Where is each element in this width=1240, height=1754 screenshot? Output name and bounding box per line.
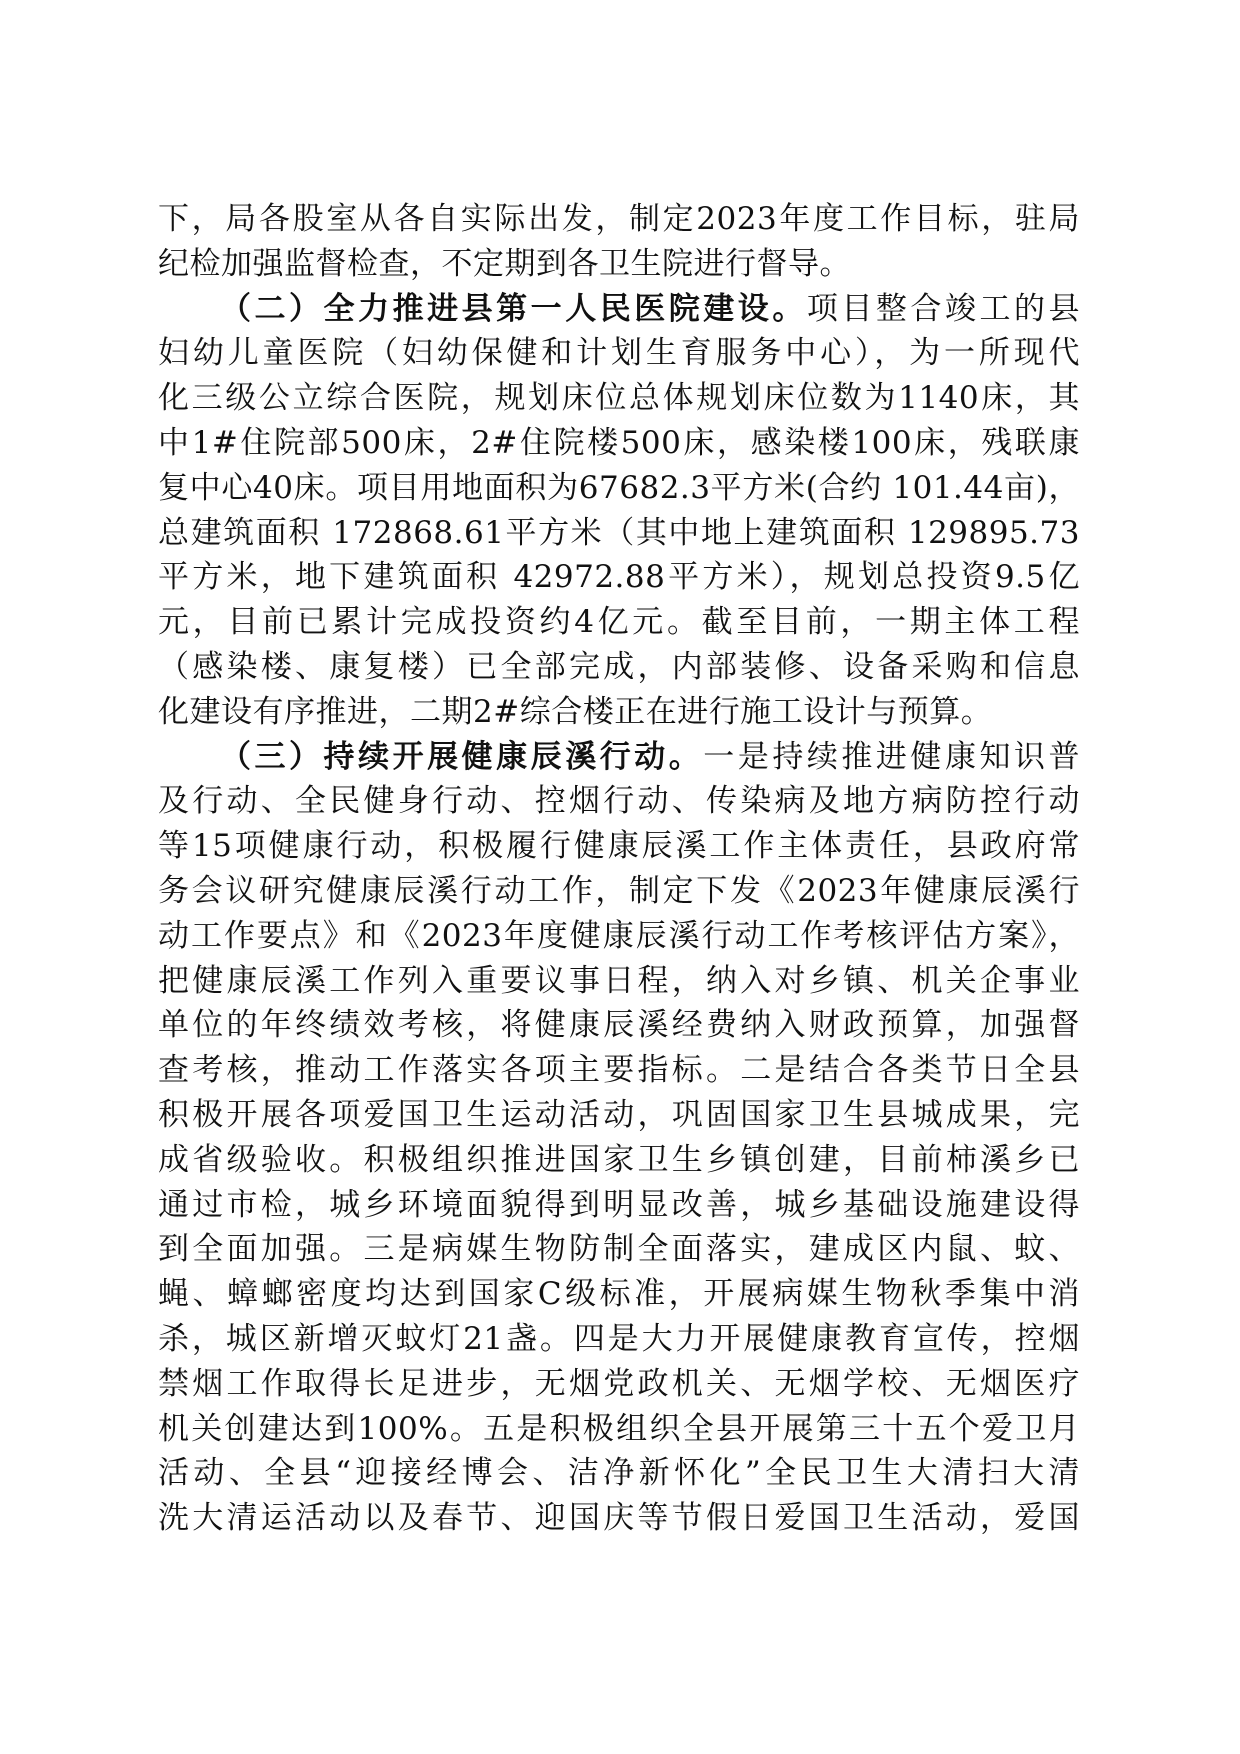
text-line: 复中心40床。项目用地面积为67682.3平方米(合约 101.44亩)， [158, 469, 1080, 506]
text-line: 洗大清运活动以及春节、迎国庆等节假日爱国卫生活动，爱国 [158, 1500, 1080, 1537]
text-line: 等15项健康行动，积极履行健康辰溪工作主体责任，县政府常 [158, 828, 1080, 865]
section-heading: （二）全力推进县第一人民医院建设。 [220, 290, 807, 327]
text-line: 纪检加强监督检查，不定期到各卫生院进行督导。 [158, 245, 851, 282]
text-line: （感染楼、康复楼）已全部完成，内部装修、设备采购和信息 [158, 648, 1080, 685]
document-body [158, 197, 1080, 1541]
text-line: 成省级验收。积极组织推进国家卫生乡镇创建，目前柿溪乡已 [158, 1141, 1080, 1178]
text-line: 活动、全县“迎接经博会、洁净新怀化”全民卫生大清扫大清 [158, 1455, 1080, 1492]
text-line: 化三级公立综合医院，规划床位总体规划床位数为1140床，其 [158, 380, 1080, 417]
text-line: 蝇、蟑螂密度均达到国家C级标准，开展病媒生物秋季集中消 [158, 1276, 1080, 1313]
text-line: 积极开展各项爱国卫生运动活动，巩固国家卫生县城成果，完 [158, 1096, 1080, 1133]
text-line: 化建设有序推进，二期2#综合楼正在进行施工设计与预算。 [158, 693, 993, 730]
text-line: 通过市检，城乡环境面貌得到明显改善，城乡基础设施建设得 [158, 1186, 1080, 1223]
text-line: 元，目前已累计完成投资约4亿元。截至目前，一期主体工程 [158, 604, 1080, 641]
paragraph-continuation [158, 197, 1080, 287]
text-line: 平方米，地下建筑面积 42972.88平方米），规划总投资9.5亿 [158, 559, 1080, 596]
text-line [158, 287, 1080, 332]
text-segment: 一是持续推进健康知识普 [703, 738, 1081, 775]
text-line: 查考核，推动工作落实各项主要指标。二是结合各类节日全县 [158, 1052, 1080, 1089]
text-line [158, 735, 1080, 780]
section-heading: （三）持续开展健康辰溪行动。 [220, 738, 704, 775]
text-line: 到全面加强。三是病媒生物防制全面落实，建成区内鼠、蚊、 [158, 1231, 1080, 1268]
text-line: 总建筑面积 172868.61平方米（其中地上建筑面积 129895.73 [158, 514, 1080, 551]
text-line: 动工作要点》和《2023年度健康辰溪行动工作考核评估方案》， [158, 917, 1080, 954]
text-line: 禁烟工作取得长足进步，无烟党政机关、无烟学校、无烟医疗 [158, 1365, 1080, 1402]
text-line: 把健康辰溪工作列入重要议事日程，纳入对乡镇、机关企事业 [158, 962, 1080, 999]
text-line: 下，局各股室从各自实际出发，制定2023年度工作目标，驻局 [158, 201, 1080, 237]
text-segment: 项目整合竣工的县 [806, 290, 1081, 327]
text-line: 单位的年终绩效考核，将健康辰溪经费纳入财政预算，加强督 [158, 1007, 1080, 1044]
paragraph-hospital-construction [158, 287, 1080, 735]
text-line: 务会议研究健康辰溪行动工作，制定下发《2023年健康辰溪行 [158, 872, 1080, 909]
text-line: 及行动、全民健身行动、控烟行动、传染病及地方病防控行动 [158, 783, 1080, 820]
paragraph-healthy-chenxi [158, 735, 1080, 1541]
text-line: 机关创建达到100%。五是积极组织全县开展第三十五个爱卫月 [158, 1410, 1080, 1447]
text-line: 妇幼儿童医院（妇幼保健和计划生育服务中心），为一所现代 [158, 335, 1080, 372]
text-line: 杀，城区新增灭蚊灯21盏。四是大力开展健康教育宣传，控烟 [158, 1320, 1080, 1357]
text-line: 中1#住院部500床，2#住院楼500床，感染楼100床，残联康 [158, 424, 1080, 461]
